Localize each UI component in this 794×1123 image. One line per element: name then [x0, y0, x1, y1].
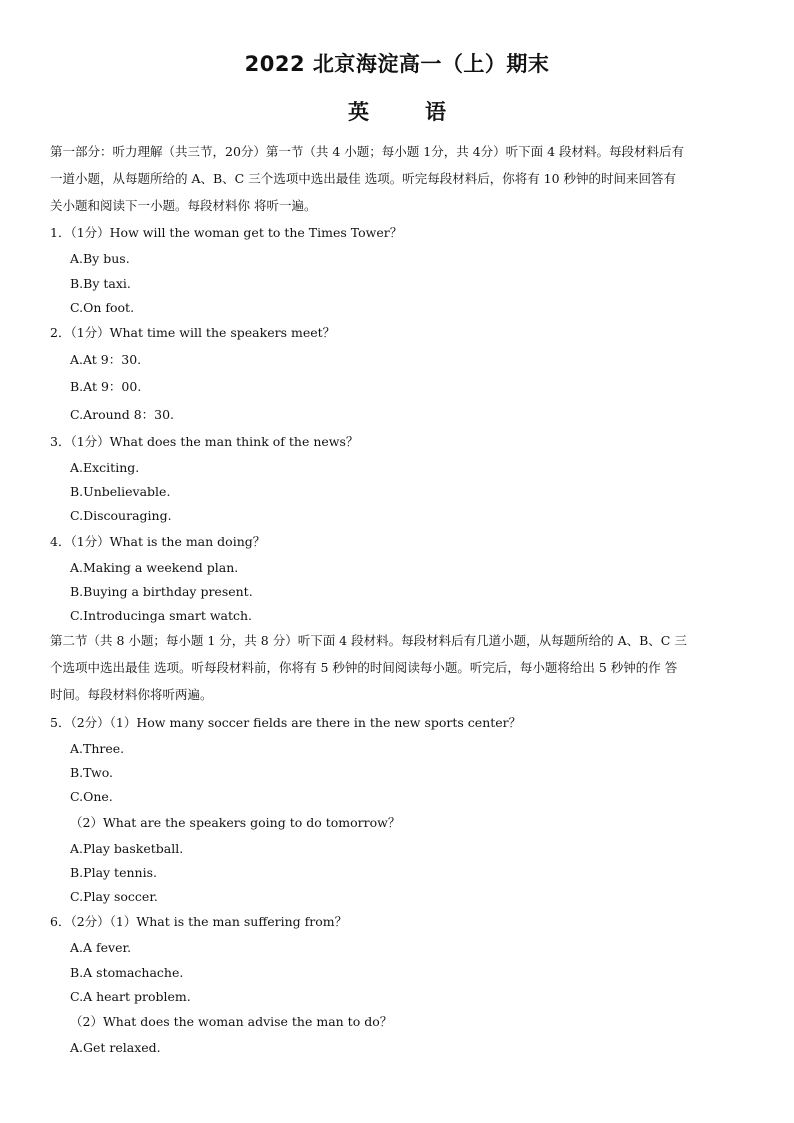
part2-intro-line: 个选项中选出最佳 选项。听每段材料前，你将有 5 秒钟的时间阅读每小题。听完后，每小题将给出 5 秒钟的作 答: [50, 660, 678, 675]
option: A.Get relaxed.: [70, 1040, 161, 1055]
question-stem-6: 6．（2分）（1）What is the man suffering from？: [50, 914, 348, 929]
option: A.A fever.: [70, 940, 132, 955]
part1-intro-line: 一道小题，从每题所给的 A、B、C 三个选项中选出最佳 选项。听完每段材料后，你将有 10 秒钟的时间来回答有: [50, 171, 677, 186]
option: A.By bus.: [70, 251, 130, 266]
sub-question: （2）What does the woman advise the man to do？: [70, 1014, 393, 1029]
option: A.At 9：30.: [70, 352, 142, 367]
option: B.Buying a birthday present.: [70, 584, 253, 599]
option: B.By taxi.: [70, 276, 131, 291]
option: B.Unbelievable.: [70, 484, 171, 499]
option: C.On foot.: [70, 300, 135, 315]
option: C.Play soccer.: [70, 889, 158, 904]
subject-heading: [0, 96, 794, 126]
question-stem-2: 2．（1分）What time will the speakers meet？: [50, 325, 336, 340]
part2-intro-line: 时间。每段材料你将听两遍。: [50, 687, 213, 702]
page-title: 2022 北京海淀高一（上）期末: [244, 52, 550, 76]
option: C.One.: [70, 789, 113, 804]
option: C.Introducinga smart watch.: [70, 608, 253, 623]
part2-intro-line: 第二节（共 8 小题；每小题 1 分，共 8 分）听下面 4 段材料。每段材料后有几道小题，从每题所给的 A、B、C 三: [50, 633, 687, 648]
option: C.A heart problem.: [70, 989, 191, 1004]
option: A.Play basketball.: [70, 841, 184, 856]
option: B.At 9：00.: [70, 379, 142, 394]
option: A.Three.: [70, 741, 125, 756]
option: C.Around 8：30.: [70, 407, 175, 422]
question-stem-1: 1．（1分）How will the woman get to the Times Tower？: [50, 225, 403, 240]
option: A.Making a weekend plan.: [70, 560, 239, 575]
subject-char-1: 英: [348, 100, 369, 124]
option: B.Play tennis.: [70, 865, 157, 880]
sub-question: （2）What are the speakers going to do tomorrow？: [70, 815, 401, 830]
option: B.Two.: [70, 765, 114, 780]
option: A.Exciting.: [70, 460, 140, 475]
option: B.A stomachache.: [70, 965, 184, 980]
part1-intro-line: 第一部分：听力理解（共三节，20分）第一节（共 4 小题；每小题 1分，共 4分）听下面 4 段材料。每段材料后有: [50, 144, 685, 159]
question-stem-5: 5．（2分）（1）How many soccer fields are there in the new sports center？: [50, 715, 522, 730]
question-stem-3: 3．（1分）What does the man think of the news？: [50, 434, 359, 449]
part1-intro-line: 关小题和阅读下一小题。每段材料你 将听一遍。: [50, 198, 317, 213]
question-stem-4: 4．（1分）What is the man doing？: [50, 534, 266, 549]
subject-char-2: 语: [425, 100, 446, 124]
option: C.Discouraging.: [70, 508, 172, 523]
